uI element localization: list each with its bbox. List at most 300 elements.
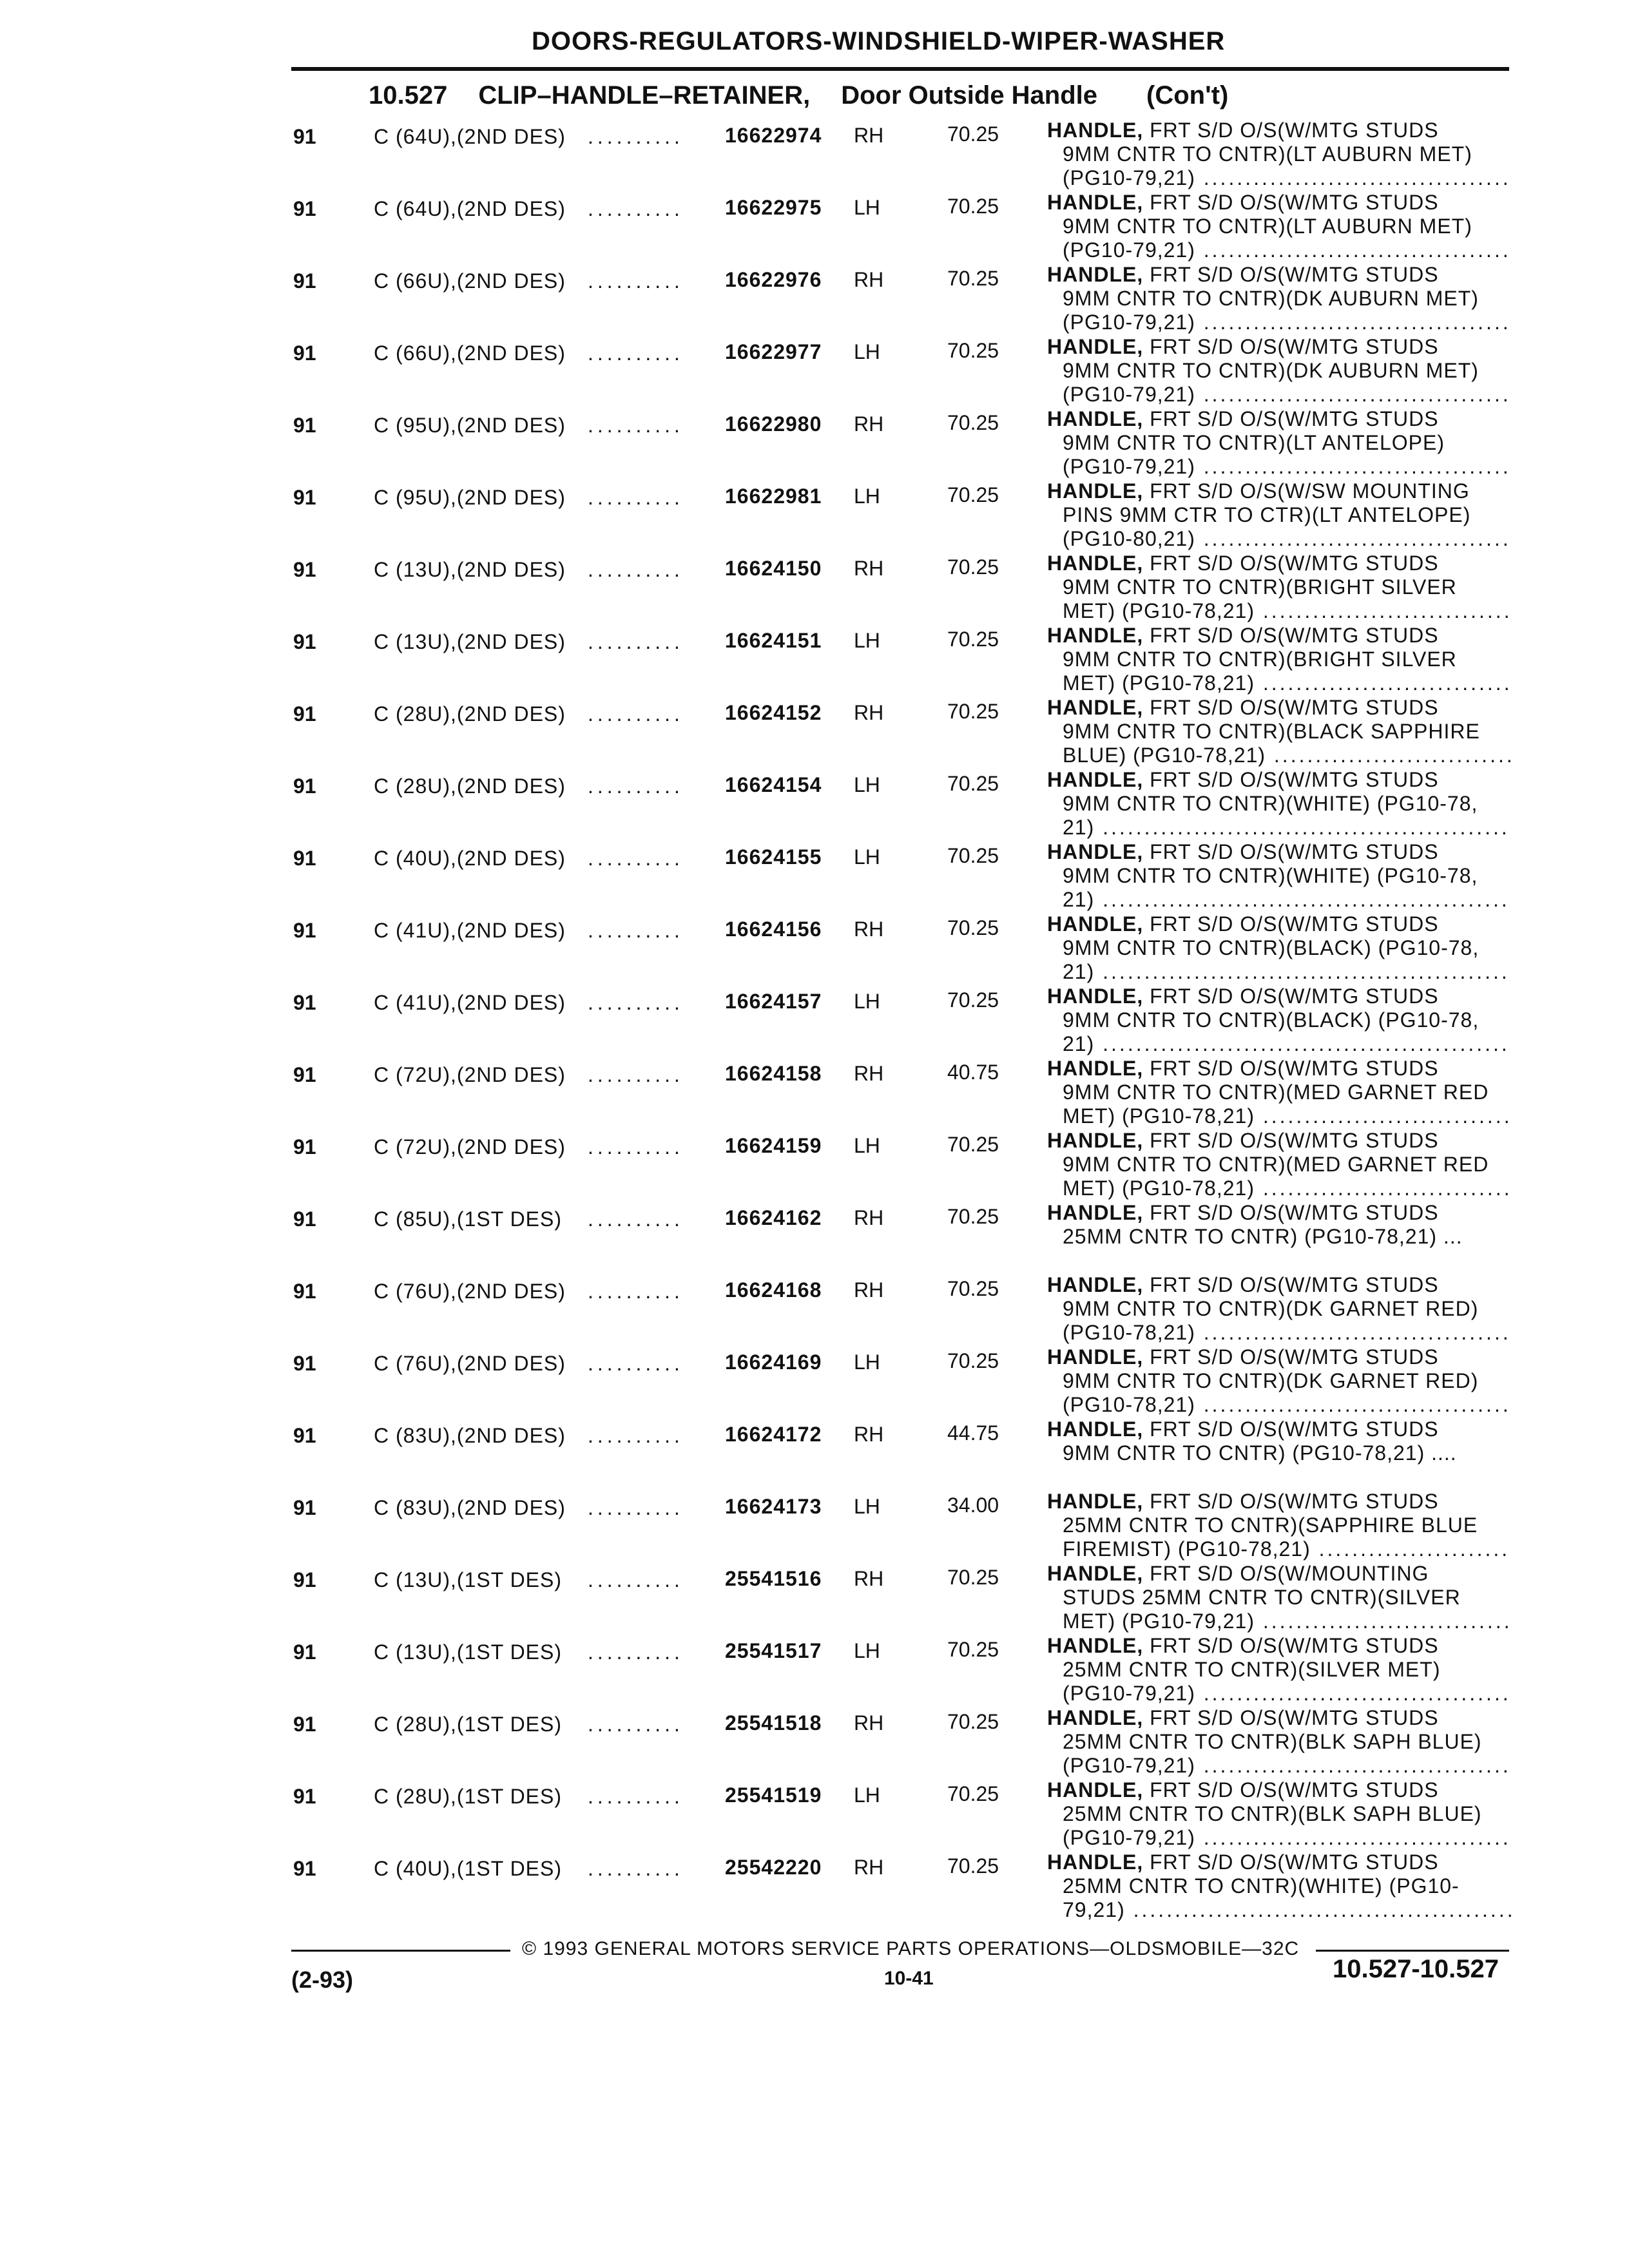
part-number: 16624151: [725, 629, 822, 652]
model-code: C (13U),(1ST DES): [374, 1640, 563, 1664]
model-year: 91: [293, 1063, 316, 1086]
description-keyword: HANDLE,: [1047, 119, 1144, 142]
model-code: C (83U),(2ND DES): [374, 1496, 566, 1519]
description-line-3: 79,21) .....: [1047, 1898, 1511, 1922]
table-row: [0, 764, 1629, 839]
part-description: [1047, 1345, 1511, 1417]
description-line-1: [1047, 1490, 1511, 1514]
footer-section-range: 10.527-10.527: [1333, 1955, 1499, 1983]
leader-dots: ..........: [588, 414, 684, 437]
part-number: 25542220: [725, 1856, 822, 1879]
leader-dots: ..........: [588, 847, 684, 870]
model-year: 91: [293, 630, 316, 653]
model-year: 91: [293, 1857, 316, 1880]
price-value: 70.25: [947, 1638, 999, 1661]
part-number: 16624162: [725, 1206, 822, 1229]
part-number: 25541519: [725, 1783, 822, 1807]
description-line-2: 9MM CNTR TO CNTR) (PG10-78,21) ....: [1063, 1441, 1457, 1465]
part-number: 16622977: [725, 340, 822, 363]
description-keyword: HANDLE,: [1047, 1418, 1144, 1441]
description-line-3: (PG10-78,21) .....: [1047, 1321, 1511, 1345]
description-line-1: [1047, 1345, 1511, 1369]
price-value: 70.25: [947, 122, 999, 146]
description-line-2: 9MM CNTR TO CNTR)(LT ANTELOPE): [1063, 431, 1445, 454]
table-row: [0, 403, 1629, 478]
description-text: FRT S/D O/S(W/MTG STUDS: [1143, 1418, 1439, 1441]
part-description: [1047, 1490, 1511, 1561]
model-code: C (64U),(2ND DES): [374, 125, 566, 148]
description-line-3: FIREMIST) (PG10-78,21) .....: [1047, 1537, 1511, 1561]
description-line-1: [1047, 1418, 1511, 1441]
leader-dots: ..........: [588, 1352, 684, 1375]
description-text: FRT S/D O/S(W/MTG STUDS: [1143, 696, 1439, 719]
description-line-2: 9MM CNTR TO CNTR)(BRIGHT SILVER: [1063, 575, 1457, 599]
description-line-2: STUDS 25MM CNTR TO CNTR)(SILVER: [1063, 1586, 1461, 1609]
part-description: [1047, 1273, 1511, 1345]
model-code: C (95U),(2ND DES): [374, 414, 566, 437]
side-indicator: LH: [854, 196, 880, 219]
part-description: [1047, 191, 1511, 262]
side-indicator: LH: [854, 1350, 880, 1374]
description-keyword: HANDLE,: [1047, 768, 1144, 791]
part-number: 16624154: [725, 773, 822, 796]
part-number: 16622980: [725, 412, 822, 436]
leader-dots: ..........: [588, 1713, 684, 1736]
model-code: C (28U),(1ST DES): [374, 1713, 563, 1736]
description-line-2: 9MM CNTR TO CNTR)(BLACK SAPPHIRE: [1063, 720, 1480, 743]
model-year: 91: [293, 269, 316, 293]
description-text: FRT S/D O/S(W/MTG STUDS: [1143, 1201, 1439, 1224]
section-continued: (Con't): [1146, 81, 1229, 110]
header-rule: [291, 67, 1509, 71]
price-value: 70.25: [947, 267, 999, 290]
side-indicator: RH: [854, 1062, 884, 1085]
part-description: [1047, 407, 1511, 479]
table-row: [0, 331, 1629, 406]
price-value: 44.75: [947, 1421, 999, 1445]
page-header: DOORS-REGULATORS-WINDSHIELD-WIPER-WASHER: [532, 27, 1226, 55]
model-code: C (41U),(2ND DES): [374, 919, 566, 942]
description-keyword: HANDLE,: [1047, 1634, 1144, 1657]
description-keyword: HANDLE,: [1047, 912, 1144, 936]
description-keyword: HANDLE,: [1047, 1562, 1144, 1585]
section-name: CLIP–HANDLE–RETAINER,: [478, 81, 811, 110]
model-code: C (66U),(2ND DES): [374, 341, 566, 365]
table-row: [0, 1558, 1629, 1633]
side-indicator: LH: [854, 1134, 880, 1157]
description-line-3: MET) (PG10-79,21) .....: [1047, 1610, 1511, 1633]
model-code: C (76U),(2ND DES): [374, 1280, 566, 1303]
description-line-2: 25MM CNTR TO CNTR) (PG10-78,21) ...: [1063, 1225, 1463, 1248]
description-text: FRT S/D O/S(W/MTG STUDS: [1143, 1706, 1439, 1729]
model-year: 91: [293, 341, 316, 365]
side-indicator: RH: [854, 1423, 884, 1446]
part-description: [1047, 1418, 1511, 1465]
price-value: 70.25: [947, 1854, 999, 1878]
table-row: [0, 259, 1629, 334]
description-line-2: 9MM CNTR TO CNTR)(BLACK) (PG10-78,: [1063, 936, 1480, 959]
part-description: [1047, 1778, 1511, 1850]
price-value: 70.25: [947, 1277, 999, 1300]
description-line-3: MET) (PG10-78,21) .....: [1047, 1177, 1511, 1200]
description-line-1: [1047, 1634, 1511, 1658]
table-row: [0, 1774, 1629, 1849]
leader-dots: ..........: [588, 125, 684, 148]
description-line-2: 9MM CNTR TO CNTR)(DK AUBURN MET): [1063, 287, 1479, 310]
part-description: [1047, 552, 1511, 623]
description-keyword: HANDLE,: [1047, 1345, 1144, 1369]
price-value: 70.25: [947, 772, 999, 795]
leader-dots: ..........: [588, 558, 684, 581]
table-row: [0, 981, 1629, 1055]
price-value: 70.25: [947, 1133, 999, 1156]
description-keyword: HANDLE,: [1047, 840, 1144, 863]
model-code: C (66U),(2ND DES): [374, 269, 566, 293]
description-line-1: [1047, 1273, 1511, 1297]
description-line-3: (PG10-79,21) .....: [1047, 1754, 1511, 1778]
part-description: [1047, 335, 1511, 407]
table-row: [0, 548, 1629, 622]
leader-dots: ..........: [588, 991, 684, 1014]
price-value: 70.25: [947, 844, 999, 867]
part-description: [1047, 119, 1511, 190]
section-subtitle: Door Outside Handle: [841, 81, 1098, 110]
leader-dots: ..........: [588, 702, 684, 726]
price-value: 70.25: [947, 916, 999, 939]
part-number: 16624158: [725, 1062, 822, 1085]
price-value: 70.25: [947, 195, 999, 218]
description-text: FRT S/D O/S(W/MTG STUDS: [1143, 768, 1439, 791]
description-line-2: 25MM CNTR TO CNTR)(SAPPHIRE BLUE: [1063, 1514, 1478, 1537]
model-code: C (13U),(2ND DES): [374, 630, 566, 653]
model-year: 91: [293, 919, 316, 942]
leader-dots: ..........: [588, 1785, 684, 1808]
description-keyword: HANDLE,: [1047, 1273, 1144, 1296]
price-value: 70.25: [947, 628, 999, 651]
model-year: 91: [293, 774, 316, 798]
section-number: 10.527: [369, 81, 448, 110]
part-number: 16622975: [725, 196, 822, 219]
part-number: 25541518: [725, 1711, 822, 1735]
leader-dots: ..........: [588, 269, 684, 293]
table-row: [0, 836, 1629, 911]
description-line-3: MET) (PG10-78,21) .....: [1047, 671, 1511, 695]
table-row: [0, 1269, 1629, 1344]
description-line-2: 25MM CNTR TO CNTR)(SILVER MET): [1063, 1658, 1441, 1681]
leader-dots: ..........: [588, 486, 684, 509]
description-text: FRT S/D O/S(W/MTG STUDS: [1143, 1129, 1439, 1152]
description-line-1: [1047, 479, 1511, 503]
side-indicator: RH: [854, 1567, 884, 1590]
description-line-3: (PG10-79,21) .....: [1047, 166, 1511, 190]
description-keyword: HANDLE,: [1047, 1778, 1144, 1802]
model-year: 91: [293, 847, 316, 870]
table-row: [0, 1053, 1629, 1128]
side-indicator: LH: [854, 845, 880, 869]
model-year: 91: [293, 197, 316, 220]
footer-rule-left: [291, 1950, 510, 1952]
description-line-3: BLUE) (PG10-78,21) .....: [1047, 744, 1511, 767]
description-keyword: HANDLE,: [1047, 1850, 1144, 1874]
model-year: 91: [293, 558, 316, 581]
part-description: [1047, 1057, 1511, 1128]
description-text: FRT S/D O/S(W/MTG STUDS: [1143, 191, 1439, 214]
leader-dots: ..........: [588, 1207, 684, 1231]
description-line-3: MET) (PG10-78,21) .....: [1047, 1104, 1511, 1128]
leader-dots: ..........: [588, 919, 684, 942]
model-code: C (72U),(2ND DES): [374, 1135, 566, 1158]
part-description: [1047, 1850, 1511, 1922]
model-year: 91: [293, 1352, 316, 1375]
description-line-1: [1047, 1850, 1511, 1874]
footer-rule-right: [1316, 1950, 1509, 1952]
description-text: FRT S/D O/S(W/MTG STUDS: [1143, 985, 1439, 1008]
description-text: FRT S/D O/S(W/MTG STUDS: [1143, 263, 1439, 286]
description-keyword: HANDLE,: [1047, 1129, 1144, 1152]
description-line-1: [1047, 552, 1511, 575]
model-year: 91: [293, 414, 316, 437]
part-number: 16624150: [725, 557, 822, 580]
part-number: 16624169: [725, 1350, 822, 1374]
part-description: [1047, 1706, 1511, 1778]
price-value: 70.25: [947, 1566, 999, 1589]
leader-dots: ..........: [588, 630, 684, 653]
description-keyword: HANDLE,: [1047, 191, 1144, 214]
description-text: FRT S/D O/S(W/MTG STUDS: [1143, 1490, 1439, 1513]
side-indicator: RH: [854, 1206, 884, 1229]
description-line-3: 21) .....: [1047, 816, 1511, 840]
description-keyword: HANDLE,: [1047, 263, 1144, 286]
description-text: FRT S/D O/S(W/MTG STUDS: [1143, 119, 1439, 142]
price-value: 70.25: [947, 988, 999, 1012]
leader-dots: ..........: [588, 1280, 684, 1303]
model-year: 91: [293, 991, 316, 1014]
description-line-3: (PG10-79,21) .....: [1047, 455, 1511, 479]
model-code: C (85U),(1ST DES): [374, 1207, 563, 1231]
description-line-2: 9MM CNTR TO CNTR)(DK GARNET RED): [1063, 1369, 1479, 1392]
leader-dots: ..........: [588, 774, 684, 798]
model-code: C (40U),(2ND DES): [374, 847, 566, 870]
model-year: 91: [293, 1568, 316, 1591]
model-year: 91: [293, 1135, 316, 1158]
model-year: 91: [293, 1424, 316, 1447]
side-indicator: RH: [854, 1278, 884, 1302]
model-code: C (40U),(1ST DES): [374, 1857, 563, 1880]
table-row: [0, 692, 1629, 767]
description-text: FRT S/D O/S(W/MTG STUDS: [1143, 1057, 1439, 1080]
description-text: FRT S/D O/S(W/MTG STUDS: [1143, 1634, 1439, 1657]
table-row: [0, 1197, 1629, 1268]
model-code: C (41U),(2ND DES): [374, 991, 566, 1014]
description-line-1: [1047, 1562, 1511, 1586]
side-indicator: LH: [854, 1495, 880, 1518]
description-line-3: (PG10-80,21) .....: [1047, 527, 1511, 551]
leader-dots: ..........: [588, 341, 684, 365]
price-value: 70.25: [947, 1710, 999, 1733]
description-keyword: HANDLE,: [1047, 479, 1144, 503]
part-description: [1047, 263, 1511, 334]
price-value: 34.00: [947, 1494, 999, 1517]
model-code: C (13U),(1ST DES): [374, 1568, 563, 1591]
side-indicator: RH: [854, 268, 884, 291]
price-value: 70.25: [947, 700, 999, 723]
description-keyword: HANDLE,: [1047, 1201, 1144, 1224]
description-keyword: HANDLE,: [1047, 1706, 1144, 1729]
leader-dots: ..........: [588, 1424, 684, 1447]
part-number: 25541516: [725, 1567, 822, 1590]
part-description: [1047, 1634, 1511, 1706]
table-row: [0, 1414, 1629, 1485]
section-title: [369, 81, 1259, 110]
description-line-1: [1047, 1706, 1511, 1730]
description-text: FRT S/D O/S(W/MTG STUDS: [1143, 335, 1439, 358]
description-line-2: 9MM CNTR TO CNTR)(DK AUBURN MET): [1063, 359, 1479, 382]
description-line-3: (PG10-79,21) .....: [1047, 383, 1511, 407]
description-line-2: 25MM CNTR TO CNTR)(WHITE) (PG10-: [1063, 1874, 1460, 1898]
side-indicator: LH: [854, 629, 880, 652]
description-line-2: 9MM CNTR TO CNTR)(WHITE) (PG10-78,: [1063, 792, 1478, 815]
description-text: FRT S/D O/S(W/SW MOUNTING: [1143, 479, 1470, 503]
description-text: FRT S/D O/S(W/MTG STUDS: [1143, 552, 1439, 575]
description-line-1: [1047, 912, 1511, 936]
description-keyword: HANDLE,: [1047, 335, 1144, 358]
description-line-2: 9MM CNTR TO CNTR)(LT AUBURN MET): [1063, 142, 1472, 166]
side-indicator: LH: [854, 485, 880, 508]
table-row: [0, 476, 1629, 550]
leader-dots: ..........: [588, 1568, 684, 1591]
part-description: [1047, 1562, 1511, 1633]
price-value: 70.25: [947, 411, 999, 434]
price-value: 70.25: [947, 1782, 999, 1805]
leader-dots: ..........: [588, 1640, 684, 1664]
description-line-1: [1047, 768, 1511, 792]
description-keyword: HANDLE,: [1047, 696, 1144, 719]
description-keyword: HANDLE,: [1047, 407, 1144, 430]
description-line-2: 9MM CNTR TO CNTR)(BLACK) (PG10-78,: [1063, 1008, 1480, 1032]
description-line-3: (PG10-79,21) .....: [1047, 238, 1511, 262]
side-indicator: RH: [854, 701, 884, 724]
model-year: 91: [293, 125, 316, 148]
description-keyword: HANDLE,: [1047, 624, 1144, 647]
part-number: 16624173: [725, 1495, 822, 1518]
part-number: 16624168: [725, 1278, 822, 1302]
description-line-2: 9MM CNTR TO CNTR)(WHITE) (PG10-78,: [1063, 864, 1478, 887]
description-text: FRT S/D O/S(W/MTG STUDS: [1143, 1778, 1439, 1802]
model-year: 91: [293, 702, 316, 726]
price-value: 70.25: [947, 483, 999, 506]
part-number: 16624155: [725, 845, 822, 869]
part-description: [1047, 768, 1511, 840]
part-number: 16624172: [725, 1423, 822, 1446]
table-row: [0, 1125, 1629, 1200]
price-value: 70.25: [947, 1205, 999, 1228]
description-line-1: [1047, 335, 1511, 359]
part-description: [1047, 479, 1511, 551]
description-line-3: (PG10-79,21) .....: [1047, 1682, 1511, 1706]
footer-page-number: 10-41: [884, 1968, 934, 1989]
description-text: FRT S/D O/S(W/MTG STUDS: [1143, 1850, 1439, 1874]
description-keyword: HANDLE,: [1047, 552, 1144, 575]
description-line-1: [1047, 263, 1511, 287]
description-line-1: [1047, 1129, 1511, 1153]
part-description: [1047, 624, 1511, 695]
description-text: FRT S/D O/S(W/MTG STUDS: [1143, 912, 1439, 936]
price-value: 70.25: [947, 555, 999, 579]
model-year: 91: [293, 1207, 316, 1231]
part-description: [1047, 1201, 1511, 1249]
model-code: C (28U),(1ST DES): [374, 1785, 563, 1808]
part-number: 16624157: [725, 990, 822, 1013]
leader-dots: ..........: [588, 197, 684, 220]
table-row: [0, 115, 1629, 189]
description-line-2: 9MM CNTR TO CNTR)(DK GARNET RED): [1063, 1297, 1479, 1320]
price-value: 40.75: [947, 1061, 999, 1084]
description-line-1: [1047, 1778, 1511, 1802]
description-text: FRT S/D O/S(W/MTG STUDS: [1143, 1345, 1439, 1369]
model-year: 91: [293, 1713, 316, 1736]
side-indicator: LH: [854, 340, 880, 363]
description-line-1: [1047, 985, 1511, 1008]
description-text: FRT S/D O/S(W/MOUNTING: [1143, 1562, 1429, 1585]
model-year: 91: [293, 486, 316, 509]
side-indicator: RH: [854, 557, 884, 580]
model-code: C (83U),(2ND DES): [374, 1424, 566, 1447]
model-code: C (72U),(2ND DES): [374, 1063, 566, 1086]
description-text: FRT S/D O/S(W/MTG STUDS: [1143, 407, 1439, 430]
description-line-1: [1047, 624, 1511, 648]
description-line-3: (PG10-79,21) .....: [1047, 1826, 1511, 1850]
side-indicator: LH: [854, 773, 880, 796]
leader-dots: ..........: [588, 1496, 684, 1519]
description-line-2: 9MM CNTR TO CNTR)(MED GARNET RED: [1063, 1081, 1489, 1104]
description-line-1: [1047, 407, 1511, 431]
description-line-1: [1047, 1057, 1511, 1081]
table-row: [0, 1702, 1629, 1777]
description-line-2: 25MM CNTR TO CNTR)(BLK SAPH BLUE): [1063, 1730, 1482, 1753]
description-keyword: HANDLE,: [1047, 1057, 1144, 1080]
table-row: [0, 187, 1629, 262]
table-row: [0, 1847, 1629, 1921]
leader-dots: ..........: [588, 1135, 684, 1158]
description-line-1: [1047, 119, 1511, 142]
side-indicator: LH: [854, 990, 880, 1013]
description-line-1: [1047, 191, 1511, 215]
price-value: 70.25: [947, 339, 999, 362]
description-line-3: 21) .....: [1047, 1032, 1511, 1056]
side-indicator: RH: [854, 1711, 884, 1735]
description-keyword: HANDLE,: [1047, 1490, 1144, 1513]
part-description: [1047, 985, 1511, 1056]
side-indicator: LH: [854, 1783, 880, 1807]
description-line-1: [1047, 696, 1511, 720]
description-line-2: 9MM CNTR TO CNTR)(MED GARNET RED: [1063, 1153, 1489, 1176]
table-row: [0, 620, 1629, 695]
part-description: [1047, 696, 1511, 767]
model-code: C (13U),(2ND DES): [374, 558, 566, 581]
description-text: FRT S/D O/S(W/MTG STUDS: [1143, 1273, 1439, 1296]
description-line-2: 25MM CNTR TO CNTR)(BLK SAPH BLUE): [1063, 1802, 1482, 1825]
description-line-2: PINS 9MM CTR TO CTR)(LT ANTELOPE): [1063, 503, 1471, 526]
description-line-1: [1047, 1201, 1511, 1225]
part-number: 16622981: [725, 485, 822, 508]
part-description: [1047, 1129, 1511, 1200]
footer-date: (2-93): [291, 1966, 354, 1993]
description-line-3: 21) .....: [1047, 960, 1511, 984]
leader-dots: ..........: [588, 1063, 684, 1086]
model-code: C (28U),(2ND DES): [374, 702, 566, 726]
description-line-3: MET) (PG10-78,21) .....: [1047, 599, 1511, 623]
table-row: [0, 1341, 1629, 1416]
